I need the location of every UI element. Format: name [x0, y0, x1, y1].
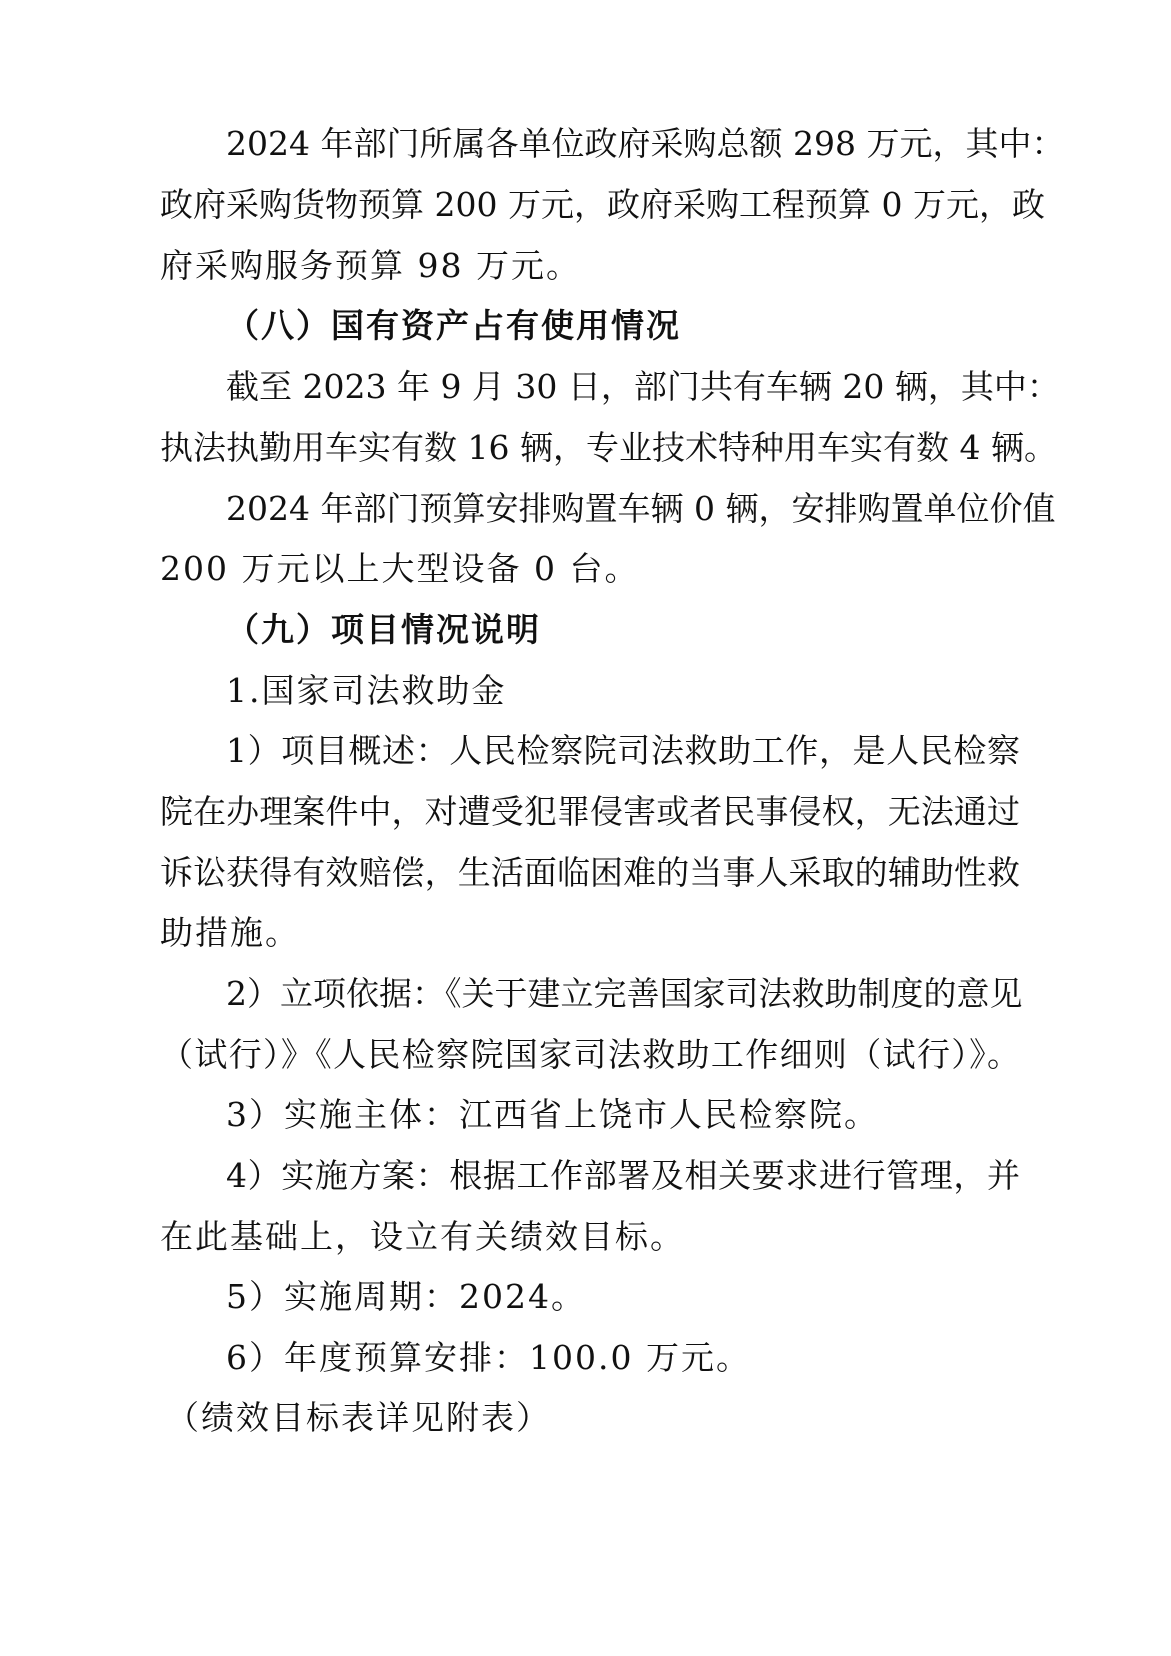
paragraph-purchase-line-2: 200 万元以上大型设备 0 台。 — [160, 549, 640, 588]
project-budget: 6）年度预算安排：100.0 万元。 — [226, 1338, 751, 1377]
project-title: 1.国家司法救助金 — [226, 671, 507, 710]
attachment-note: （绩效目标表详见附表） — [166, 1398, 551, 1437]
project-overview-line-4: 助措施。 — [160, 913, 300, 952]
project-basis-line-2: （试行）》《人民检察院国家司法救助工作细则（试行）》。 — [160, 1035, 1020, 1074]
project-plan-line-1: 4）实施方案：根据工作部署及相关要求进行管理，并 — [226, 1156, 1020, 1195]
paragraph-vehicles-line-2: 执法执勤用车实有数 16 辆，专业技术特种用车实有数 4 辆。 — [160, 428, 1057, 467]
project-plan-line-2: 在此基础上，设立有关绩效目标。 — [160, 1217, 685, 1256]
paragraph-vehicles-line-1: 截至 2023 年 9 月 30 日，部门共有车辆 20 辆，其中： — [226, 367, 1060, 406]
project-overview-line-3: 诉讼获得有效赔偿，生活面临困难的当事人采取的辅助性救 — [160, 853, 1020, 892]
section-heading-projects: （九）项目情况说明 — [226, 610, 541, 649]
project-overview-line-1: 1）项目概述：人民检察院司法救助工作，是人民检察 — [226, 731, 1020, 770]
section-heading-assets: （八）国有资产占有使用情况 — [226, 306, 681, 345]
paragraph-procurement-line-2: 政府采购货物预算 200 万元，政府采购工程预算 0 万元，政 — [160, 185, 1045, 224]
project-period: 5）实施周期：2024。 — [226, 1277, 586, 1316]
paragraph-procurement-line-1: 2024 年部门所属各单位政府采购总额 298 万元，其中： — [226, 124, 1065, 163]
project-basis-line-1: 2）立项依据：《关于建立完善国家司法救助制度的意见 — [226, 974, 1023, 1013]
project-overview-line-2: 院在办理案件中，对遭受犯罪侵害或者民事侵权，无法通过 — [160, 792, 1020, 831]
paragraph-procurement-line-3: 府采购服务预算 98 万元。 — [160, 246, 581, 285]
project-entity: 3）实施主体：江西省上饶市人民检察院。 — [226, 1095, 879, 1134]
paragraph-purchase-line-1: 2024 年部门预算安排购置车辆 0 辆，安排购置单位价值 — [226, 489, 1056, 528]
